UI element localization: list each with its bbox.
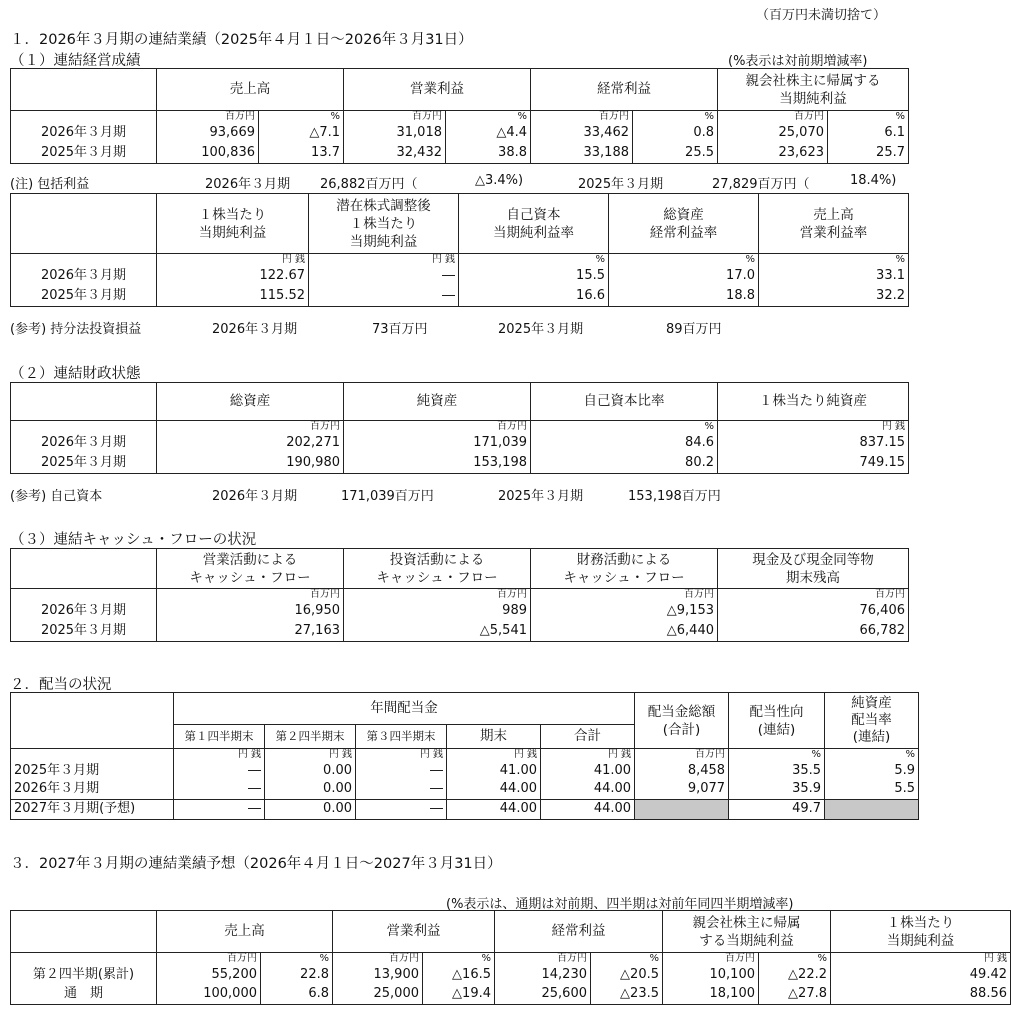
table-row: 2027年３月期(予想) ― 0.00 ― 44.00 44.00 49.7 [11,799,919,819]
header-net-assets: 純資産 [344,383,531,421]
header-year-end: 期末 [447,725,541,749]
header-q1-end: 第１四半期末 [174,725,265,749]
header-cash-balance: 現金及び現金同等物 期末残高 [718,549,909,589]
header-total: 合計 [541,725,635,749]
table-row: 通 期 100,000 6.8 25,000 △19.4 25,600 △23.5 18,100 △27.8 88.56 [11,984,1011,1004]
header-payout-ratio: 配当性向 (連結) [729,693,825,749]
comprehensive-income-label: (注) 包括利益 [10,177,90,192]
forecast-table: 売上高 営業利益 経常利益 親会社株主に帰属 する当期純利益 １株当たり 当期純利益 百万円 % 百万円 % 百万円 % 百万円 % 円 銭 第２四半期(累計) 55,200 22.8 13,900 △16.5 14,230 △20.5 10,100 △22.2 49.42 通 期 100,000 6.8 25,000 △19.4 25,600 △23.5 18,100 △27.8 88.56 [10,910,1011,1005]
header-roe: 自己資本 当期純利益率 [459,194,609,254]
per-share-table: １株当たり 当期純利益 潜在株式調整後 １株当たり 当期純利益 自己資本 当期純利益率 総資産 経常利益率 売上高 営業利益率 円 銭 円 銭 % % % 2026年３月期 122.67 ― 15.5 17.0 33.1 2025年３月期 115.52 ― 16.6 18.8 32.2 [10,193,909,307]
table-row: 2025年３月期 115.52 ― 16.6 18.8 32.2 [11,286,909,306]
section-title-dividends: ２．配当の状況 [10,677,112,693]
equity-capital-label: (参考) 自己資本 [10,489,103,504]
header-equity-ratio: 自己資本比率 [531,383,718,421]
header-forecast-eps: １株当たり 当期純利益 [831,911,1011,953]
header-forecast-operating-income: 営業利益 [333,911,495,953]
operating-results-table: 売上高 営業利益 経常利益 親会社株主に帰属する 当期純利益 百万円 % 百万円 % 百万円 % 百万円 % 2026年３月期 93,669 △7.1 31,018 △4.4 33,462 0.8 25,070 6.1 2025年３月期 100,836 13.7 32,432 38.8 33,188 25.5 23,623 25.7 [10,68,909,164]
header-financing-cf: 財務活動による キャッシュ・フロー [531,549,718,589]
unit-note: （百万円未満切捨て） [756,8,887,23]
header-investing-cf: 投資活動による キャッシュ・フロー [344,549,531,589]
header-q2-end: 第２四半期末 [265,725,356,749]
table-row: 2026年３月期 122.67 ― 15.5 17.0 33.1 [11,266,909,286]
table-row: 2025年３月期 ― 0.00 ― 41.00 41.00 8,458 35.5 5.9 [11,761,919,780]
table-row: 2026年３月期 202,271 171,039 84.6 837.15 [11,433,909,453]
header-blank [11,69,157,111]
cash-flow-table: 営業活動による キャッシュ・フロー 投資活動による キャッシュ・フロー 財務活動による キャッシュ・フロー 現金及び現金同等物 期末残高 百万円 百万円 百万円 百万円 2026年３月期 16,950 989 △9,153 76,406 2025年３月期 27,163 △5,541 △6,440 66,782 [10,548,909,642]
header-annual-dividends: 年間配当金 [174,693,635,725]
shaded-cell [825,799,919,819]
header-net-income: 親会社株主に帰属する 当期純利益 [718,69,909,111]
subsection-title-financial-position: （２）連結財政状態 [10,366,141,382]
header-bps: １株当たり純資産 [718,383,909,421]
shaded-cell [635,799,729,819]
header-sales: 売上高 [157,69,344,111]
table-row: 2025年３月期 27,163 △5,541 △6,440 66,782 [11,621,909,641]
header-operating-cf: 営業活動による キャッシュ・フロー [157,549,344,589]
header-q3-end: 第３四半期末 [356,725,447,749]
dividends-table: 年間配当金 配当金総額 (合計) 配当性向 (連結) 純資産 配当率 (連結) 第１四半期末 第２四半期末 第３四半期末 期末 合計 円 銭 円 銭 円 銭 円 銭 円 銭 百万円 % % 2025年３月期 ― 0.00 ― 41.00 41.00 8,458 35.5 5.9 2026年３月期 ― 0.00 ― 44.00 44.00 9,077 35.9 5.5 2027年３月期(予想) ― 0.00 ― 44.00 44.00 49.7 [10,692,919,820]
table-row: 第２四半期(累計) 55,200 22.8 13,900 △16.5 14,230 △20.5 10,100 △22.2 49.42 [11,965,1011,984]
table-row: 2026年３月期 93,669 △7.1 31,018 △4.4 33,462 0.8 25,070 6.1 [11,123,909,143]
table-row: 2025年３月期 190,980 153,198 80.2 749.15 [11,453,909,473]
subsection-title-cash-flows: （３）連結キャッシュ・フローの状況 [10,532,257,548]
header-roa: 総資産 経常利益率 [609,194,759,254]
section-title-results: １．2026年３月期の連結業績（2025年４月１日～2026年３月31日） [10,32,473,48]
table-row: 2026年３月期 ― 0.00 ― 44.00 44.00 9,077 35.9 5.5 [11,780,919,799]
header-total-assets: 総資産 [157,383,344,421]
header-operating-margin: 売上高 営業利益率 [759,194,909,254]
table-row: 2025年３月期 100,836 13.7 32,432 38.8 33,188 25.5 23,623 25.7 [11,143,909,163]
section-title-forecast: ３．2027年３月期の連結業績予想（2026年４月１日～2027年３月31日） [10,856,502,872]
header-diluted-eps: 潜在株式調整後 １株当たり 当期純利益 [309,194,459,254]
header-doe: 純資産 配当率 (連結) [825,693,919,749]
header-forecast-sales: 売上高 [157,911,333,953]
table-row: 2026年３月期 16,950 989 △9,153 76,406 [11,601,909,621]
header-forecast-ordinary-income: 経常利益 [495,911,663,953]
header-eps: １株当たり 当期純利益 [157,194,309,254]
subsection-title-operating-results: （１）連結経営成績 [10,53,141,69]
percent-note: (%表示は対前期増減率) [728,54,868,69]
header-forecast-net-income: 親会社株主に帰属 する当期純利益 [663,911,831,953]
header-operating-income: 営業利益 [344,69,531,111]
header-total-dividends: 配当金総額 (合計) [635,693,729,749]
financial-position-table: 総資産 純資産 自己資本比率 １株当たり純資産 百万円 百万円 % 円 銭 2026年３月期 202,271 171,039 84.6 837.15 2025年３月期 190,980 153,198 80.2 749.15 [10,382,909,474]
header-ordinary-income: 経常利益 [531,69,718,111]
forecast-percent-note: (%表示は、通期は対前期、四半期は対前年同四半期増減率) [446,897,794,912]
equity-method-label: (参考) 持分法投資損益 [10,322,142,337]
